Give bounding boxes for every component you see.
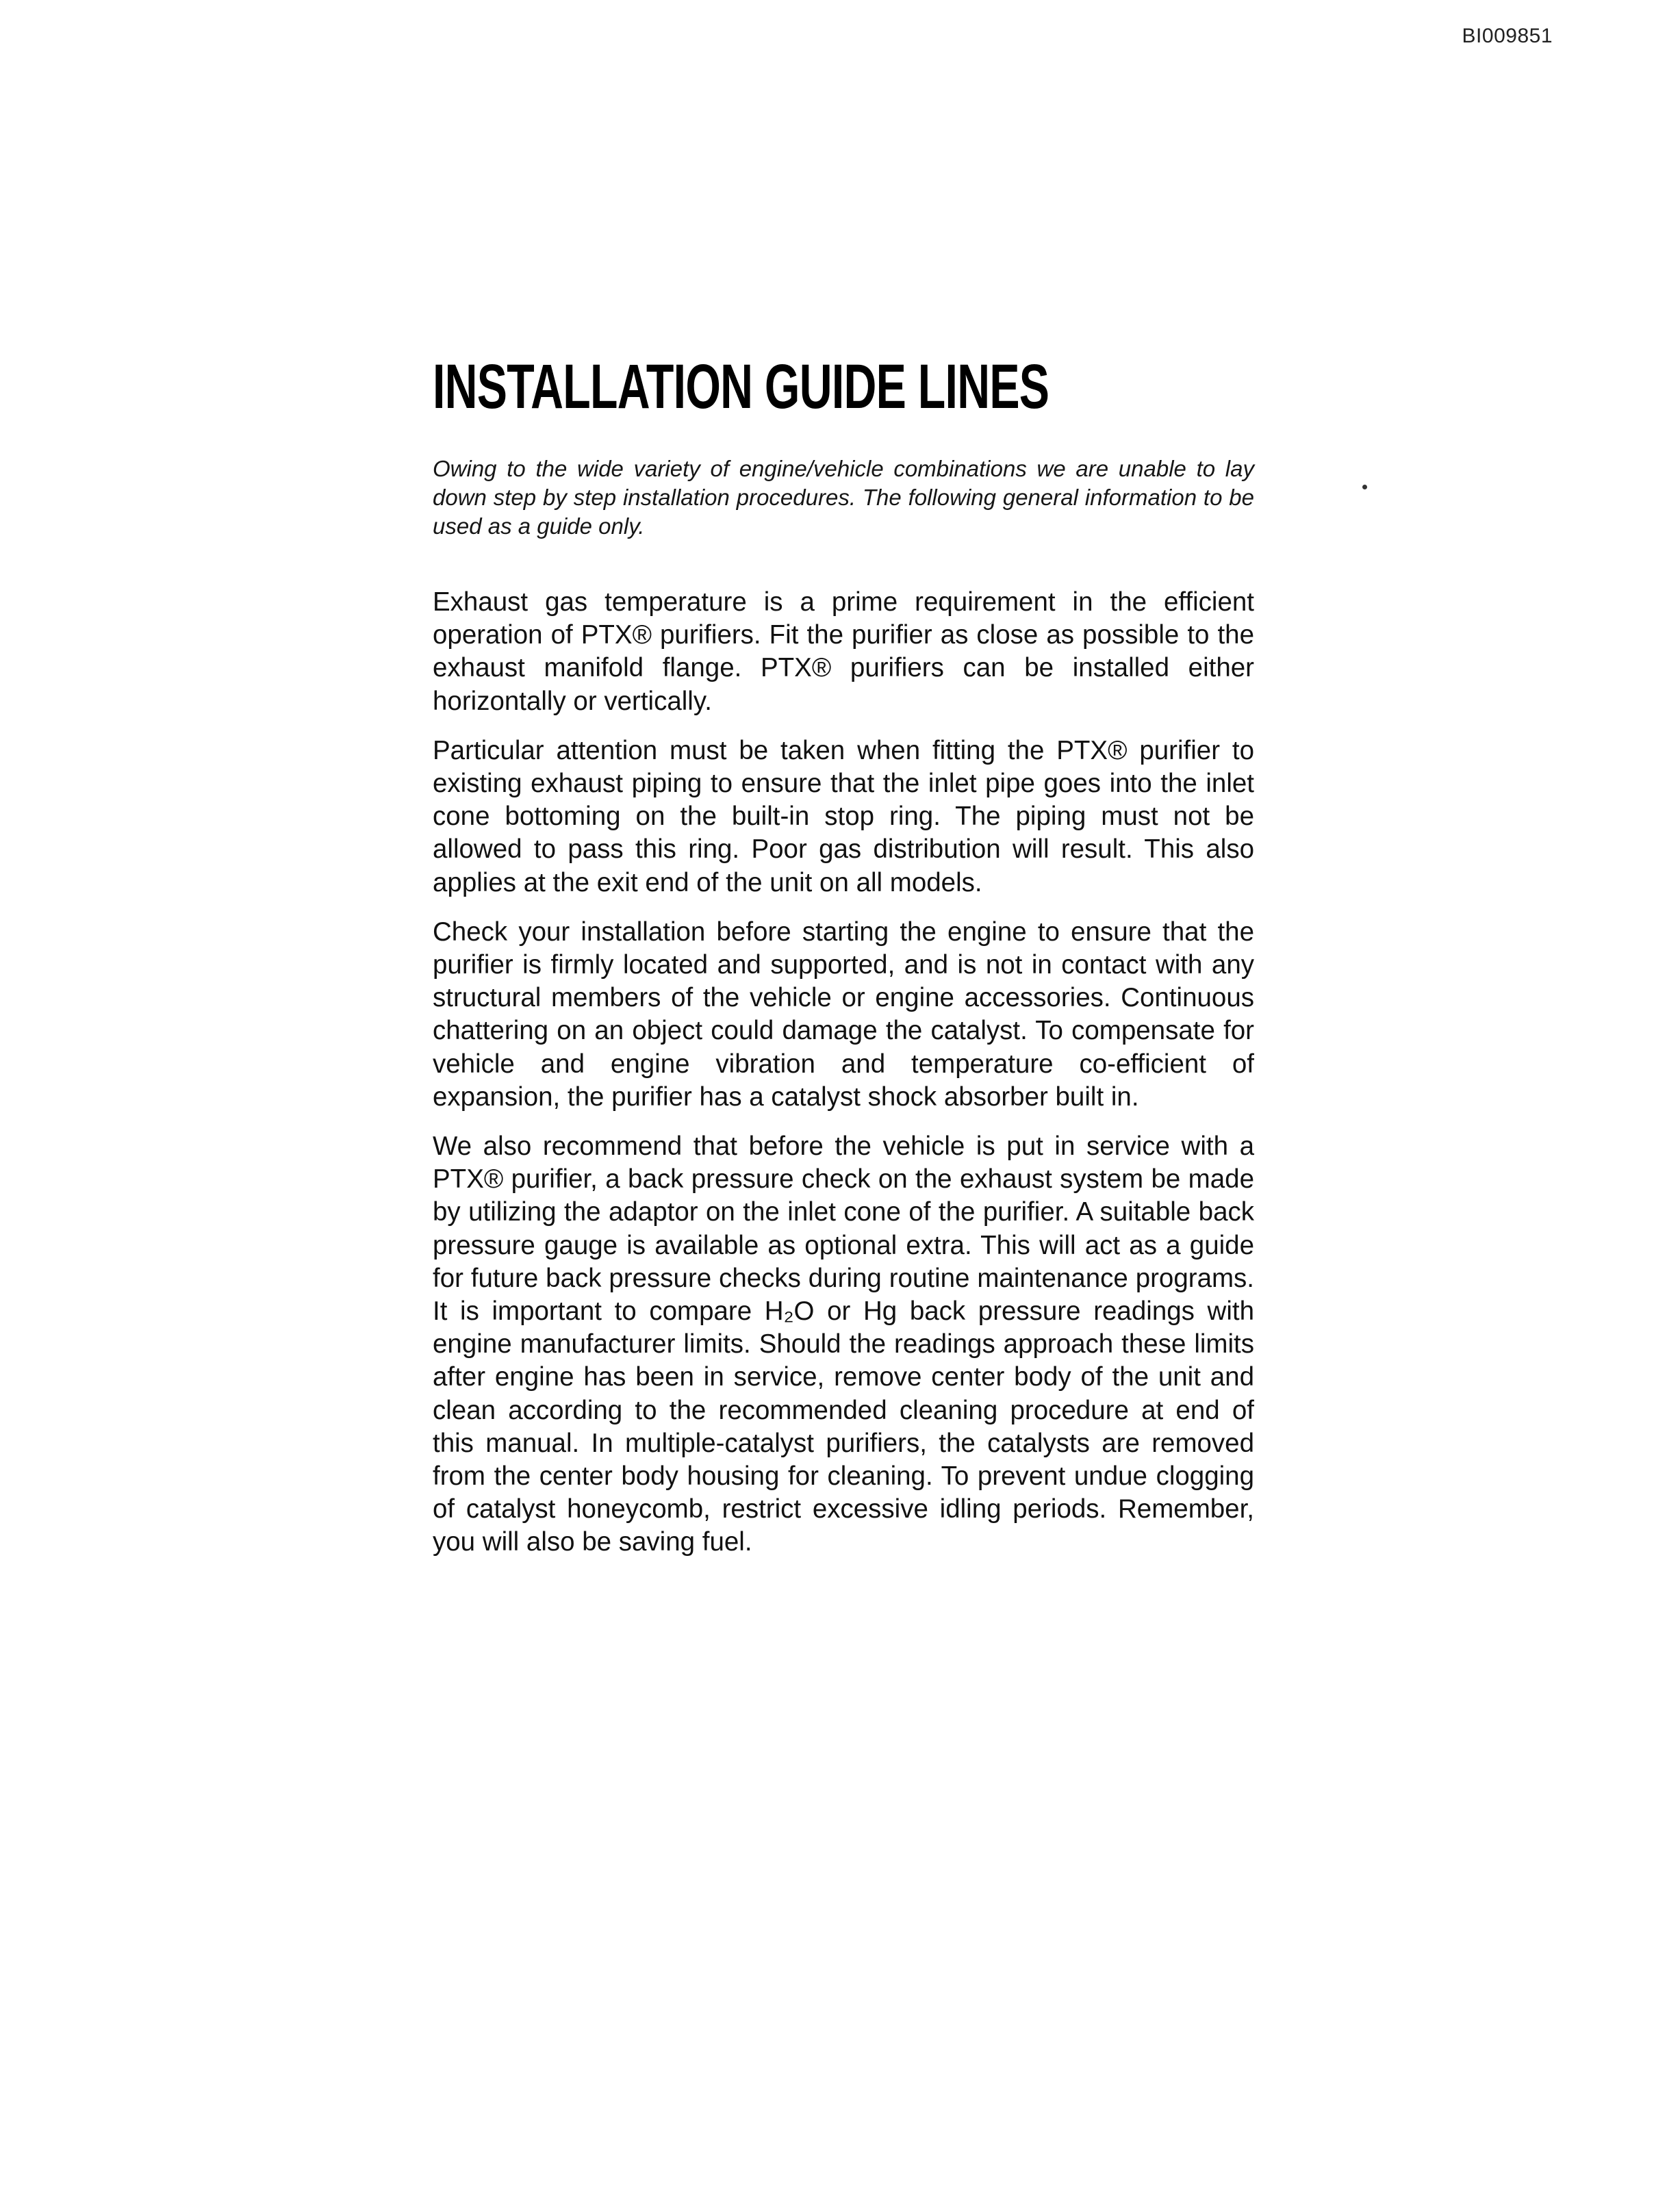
body-paragraph-piping: Particular attention must be taken when fitting the PTX® purifier to existing exhaust piping to ensure that the inlet pipe goes into the inlet cone bottoming on the built-in stop ring. The piping must not be allowed to pass this ring. Poor gas distribution will result. This also applies at the exit end of the unit on all models.: [433, 735, 1254, 897]
stray-mark: [1362, 485, 1367, 489]
body-paragraph-back-pressure: We also recommend that before the vehicle is put in service with a PTX® purifier, a back pressure check on the exhaust system be made by utilizing the adaptor on the inlet cone of the purifier. A suitable back pressure gauge is available as optional extra. This will act as a guide for future back pressure checks during routine maintenance programs. It is important to compare H₂O or Hg back pressure readings with engine manufacturer limits. Should the readings approach these limits after engine has been in service, remove center body of the unit and clean according to the recommended cleaning procedure at end of this manual. In multiple-catalyst purifiers, the catalysts are removed from the center body housing for cleaning. To prevent undue clogging of catalyst honeycomb, restrict excessive idling periods. Remember, you will also be saving fuel.: [433, 1132, 1254, 1557]
document-body: [433, 349, 1254, 1559]
document-id: BI009851: [1462, 25, 1553, 47]
intro-paragraph: Owing to the wide variety of engine/vehicle combinations we are unable to lay down step by step installation procedures. The following general information to be used as a guide only.: [433, 456, 1254, 539]
body-paragraph-temperature: Exhaust gas temperature is a prime requirement in the efficient operation of PTX® purifiers. Fit the purifier as close as possible to the exhaust manifold flange. PTX® purifiers can be installed either horizontally or vertically.: [433, 587, 1254, 716]
page-title: INSTALLATION GUIDE LINES: [433, 352, 1049, 422]
body-paragraph-mounting: Check your installation before starting the engine to ensure that the purifier is firmly located and supported, and is not in contact with any structural members of the vehicle or engine accessories. Continuous chattering on an object could damage the catalyst. To compensate for vehicle and engine vibration and temperature co-efficient of expansion, the purifier has a catalyst shock absorber built in.: [433, 917, 1254, 1112]
